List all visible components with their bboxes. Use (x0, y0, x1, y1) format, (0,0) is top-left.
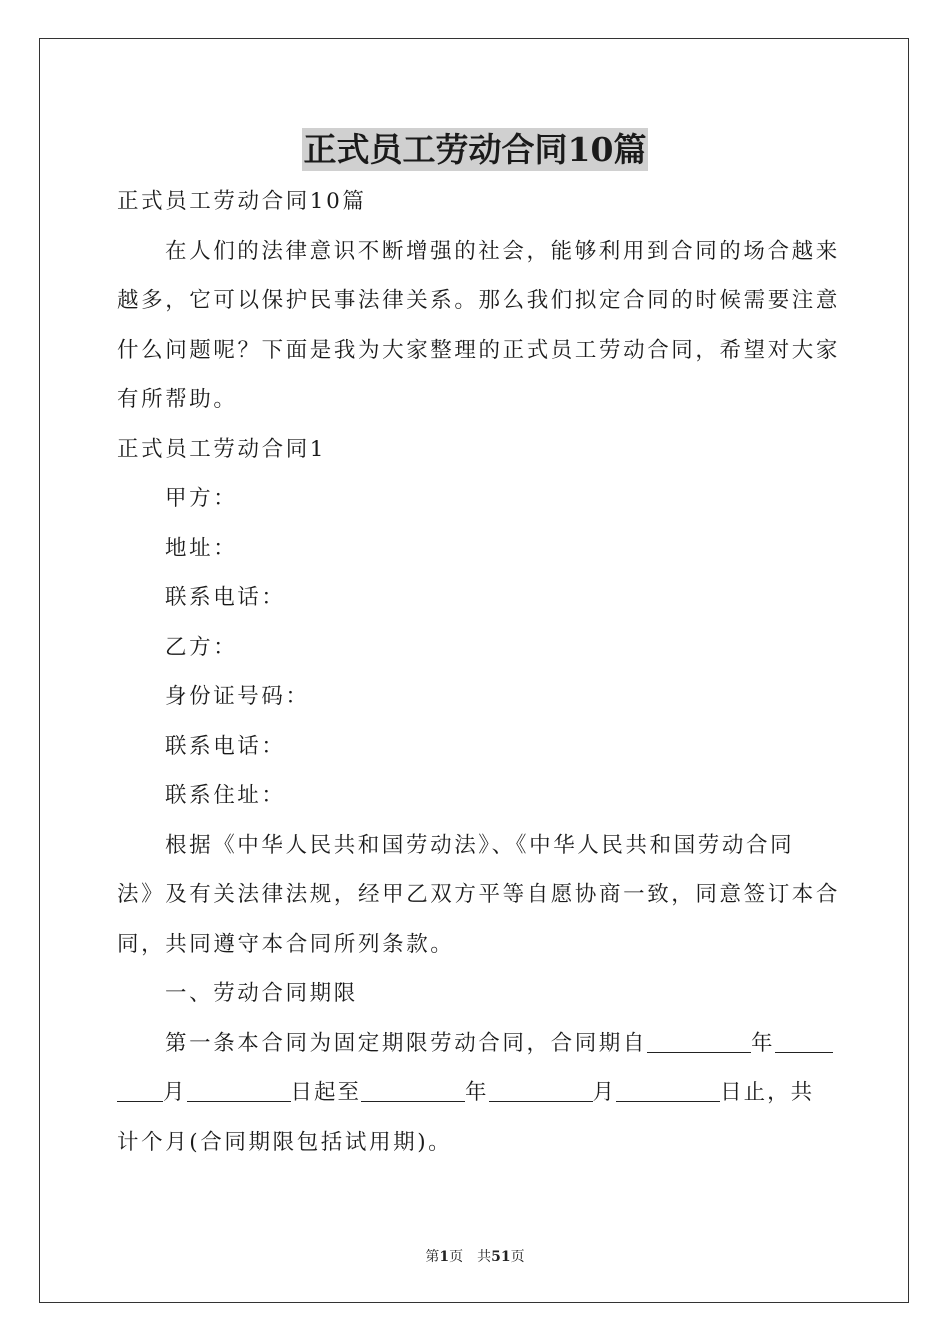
blank-underline (647, 1032, 751, 1053)
section-heading: 正式员工劳动合同1 (117, 436, 327, 462)
term-line-1 (117, 1019, 833, 1069)
phone-label-b: 联系电话： (165, 733, 286, 759)
document-title (0, 124, 950, 171)
blank-underline (117, 1081, 163, 1102)
residence-label: 联系住址： (165, 783, 286, 808)
blank-underline (616, 1081, 720, 1102)
term-line-2 (117, 1068, 833, 1118)
current-page-number: 1 (439, 1249, 450, 1265)
paragraph-line: 法》及有关法律法规，经甲乙双方平等自愿协商一致，同意签订本合 (117, 882, 841, 907)
paragraph-line: 根据《中华人民共和国劳动法》、《中华人民共和国劳动合同 (165, 832, 795, 858)
term-text: 日起至 (290, 1080, 362, 1105)
term-text: 年 (751, 1030, 776, 1056)
paragraph-line: 同，共同遵守本合同所列条款。 (117, 931, 455, 957)
blank-underline (775, 1032, 833, 1053)
document-title-text: 正式员工劳动合同10篇 (303, 130, 647, 169)
page-footer (0, 1246, 950, 1266)
document-body (117, 177, 841, 1167)
footer-middle: 页 共 (449, 1249, 492, 1265)
term-text: 年 (465, 1080, 489, 1105)
blank-underline (361, 1081, 465, 1102)
party-b-label: 乙方： (165, 634, 238, 660)
term-line-3: 计个月(合同期限包括试用期)。 (117, 1129, 453, 1155)
clause-heading: 一、劳动合同期限 (165, 981, 358, 1006)
address-label: 地址： (165, 535, 238, 561)
paragraph-line: 越多，它可以保护民事法律关系。那么我们拟定合同的时候需要注意 (117, 288, 841, 313)
total-page-count: 51 (491, 1249, 511, 1265)
term-text: 月 (592, 1080, 617, 1105)
phone-label: 联系电话： (165, 585, 286, 610)
footer-suffix: 页 (510, 1249, 525, 1265)
id-number-label: 身份证号码： (165, 684, 310, 709)
blank-underline (187, 1081, 291, 1102)
paragraph-line: 在人们的法律意识不断增强的社会，能够利用到合同的场合越来 (165, 238, 840, 264)
blank-underline (489, 1081, 593, 1102)
term-text: 第一条本合同为固定期限劳动合同，合同期自 (165, 1030, 648, 1056)
subtitle-line: 正式员工劳动合同10篇 (117, 189, 367, 214)
paragraph-line: 什么问题呢？下面是我为大家整理的正式员工劳动合同，希望对大家 (117, 337, 841, 363)
paragraph-line: 有所帮助。 (117, 387, 238, 412)
party-a-label: 甲方： (165, 486, 238, 511)
term-text: 日止，共 (720, 1080, 815, 1105)
term-text: 月 (163, 1080, 187, 1105)
footer-prefix: 第 (425, 1249, 440, 1265)
